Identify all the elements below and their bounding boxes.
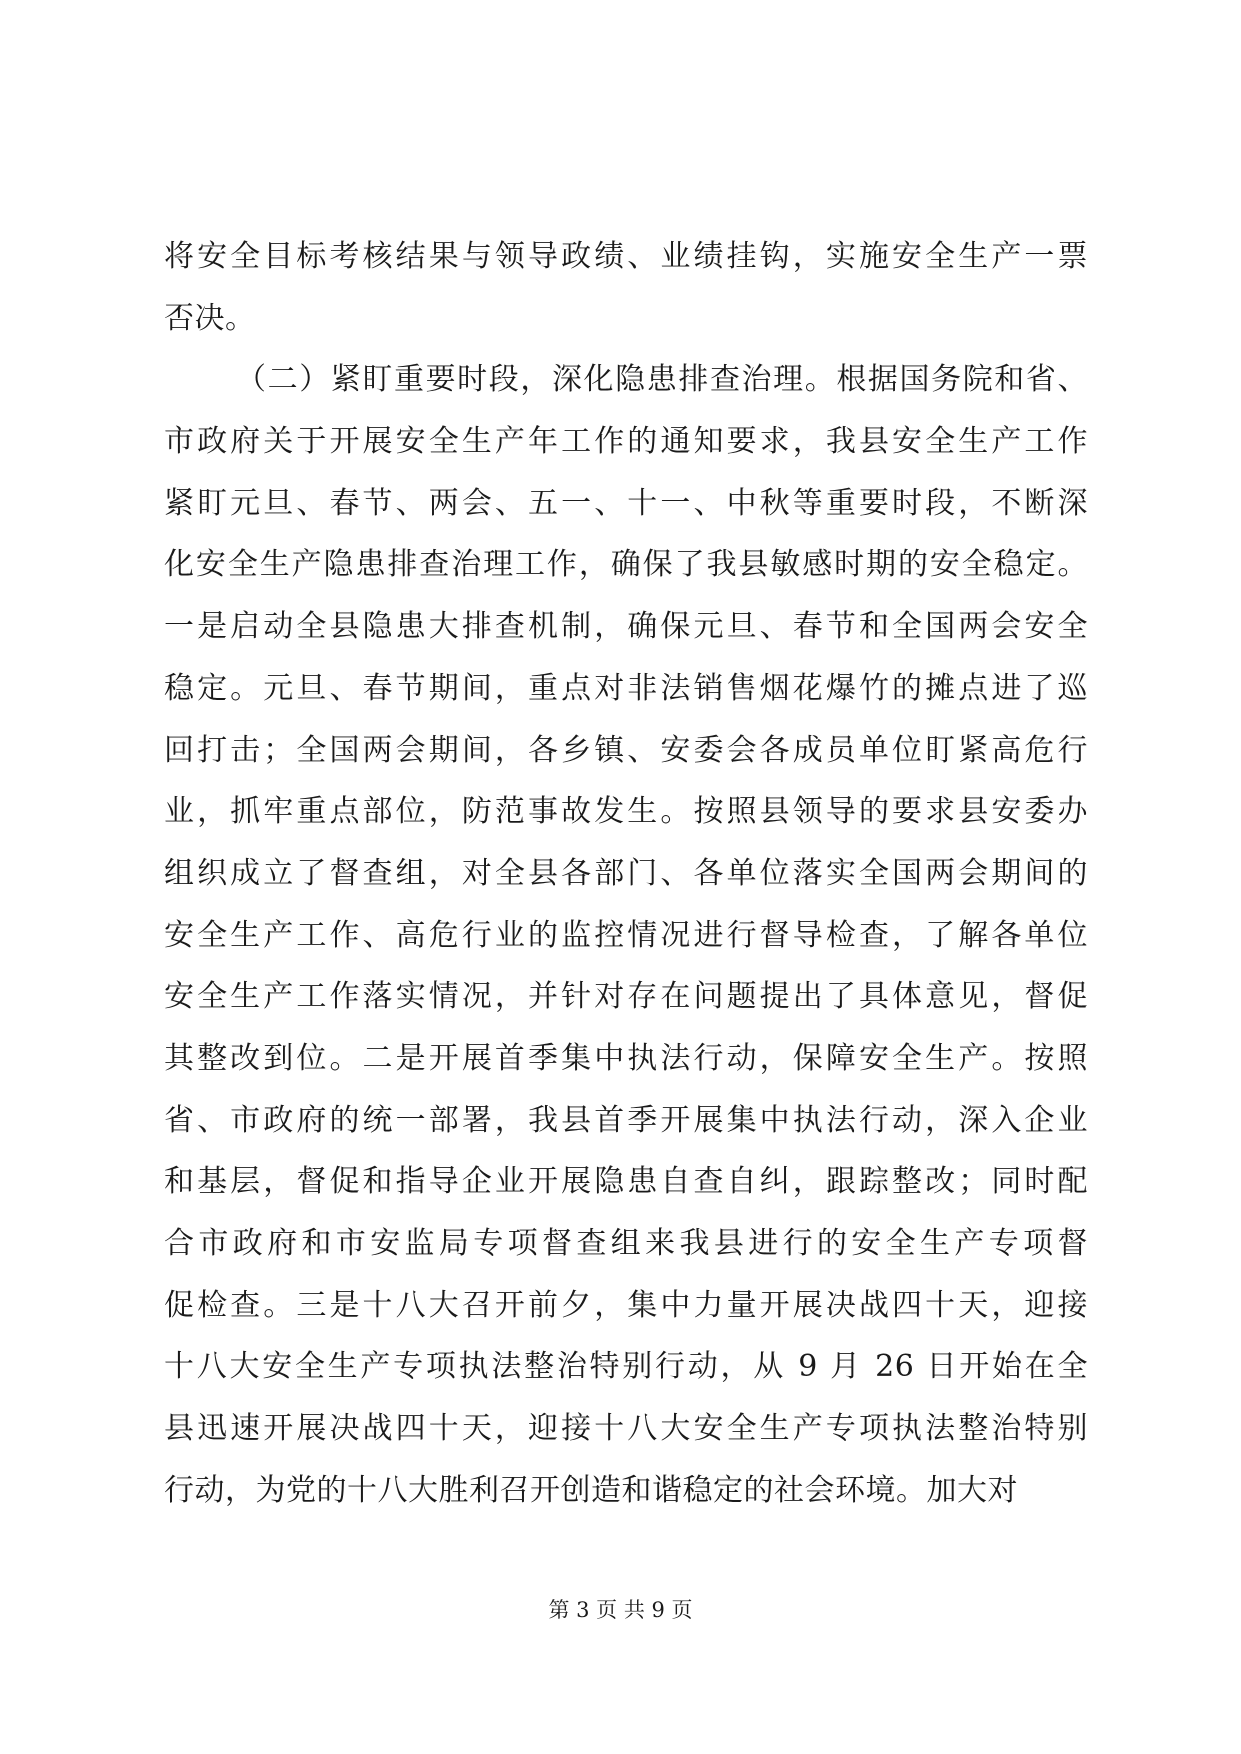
text-line: 和基层，督促和指导企业开展隐患自查自纠，跟踪整改；同时配 [164,1164,1088,1200]
text-line: 否决。 [164,300,256,336]
text-line: （二）紧盯重要时段，深化隐患排查治理。根据国务院和省、 [236,362,1088,398]
text-line: 合市政府和市安监局专项督查组来我县进行的安全生产专项督 [164,1226,1088,1261]
text-line: 十八大安全生产专项执法整治特别行动，从 9 月 26 日开始在全 [164,1349,1088,1385]
body-text [164,226,1088,1521]
text-line: 安全生产工作落实情况，并针对存在问题提出了具体意见，督促 [164,979,1088,1015]
text-line: 业，抓牢重点部位，防范事故发生。按照县领导的要求县安委办 [164,794,1088,830]
text-line: 促检查。三是十八大召开前夕，集中力量开展决战四十天，迎接 [164,1287,1088,1323]
text-line: 化安全生产隐患排查治理工作，确保了我县敏感时期的安全稳定。 [164,547,1088,583]
text-line: 一是启动全县隐患大排查机制，确保元旦、春节和全国两会安全 [164,609,1088,645]
text-line: 紧盯元旦、春节、两会、五一、十一、中秋等重要时段，不断深 [164,485,1088,521]
text-line: 市政府关于开展安全生产年工作的通知要求，我县安全生产工作 [164,424,1088,460]
page-footer [0,1595,1241,1625]
text-line: 其整改到位。二是开展首季集中执法行动，保障安全生产。按照 [164,1040,1088,1076]
text-line: 稳定。元旦、春节期间，重点对非法销售烟花爆竹的摊点进了巡 [164,670,1088,706]
text-line: 行动，为党的十八大胜利召开创造和谐稳定的社会环境。加大对 [164,1472,1018,1508]
text-line: 县迅速开展决战四十天，迎接十八大安全生产专项执法整治特别 [164,1411,1088,1447]
text-line: 安全生产工作、高危行业的监控情况进行督导检查，了解各单位 [164,917,1088,953]
text-line: 组织成立了督查组，对全县各部门、各单位落实全国两会期间的 [164,855,1088,891]
text-line: 将安全目标考核结果与领导政绩、业绩挂钩，实施安全生产一票 [164,239,1088,274]
text-line: 省、市政府的统一部署，我县首季开展集中执法行动，深入企业 [164,1102,1088,1138]
page-number-indicator: 第 3 页 共 9 页 [548,1598,693,1622]
text-line: 回打击；全国两会期间，各乡镇、安委会各成员单位盯紧高危行 [164,732,1088,768]
